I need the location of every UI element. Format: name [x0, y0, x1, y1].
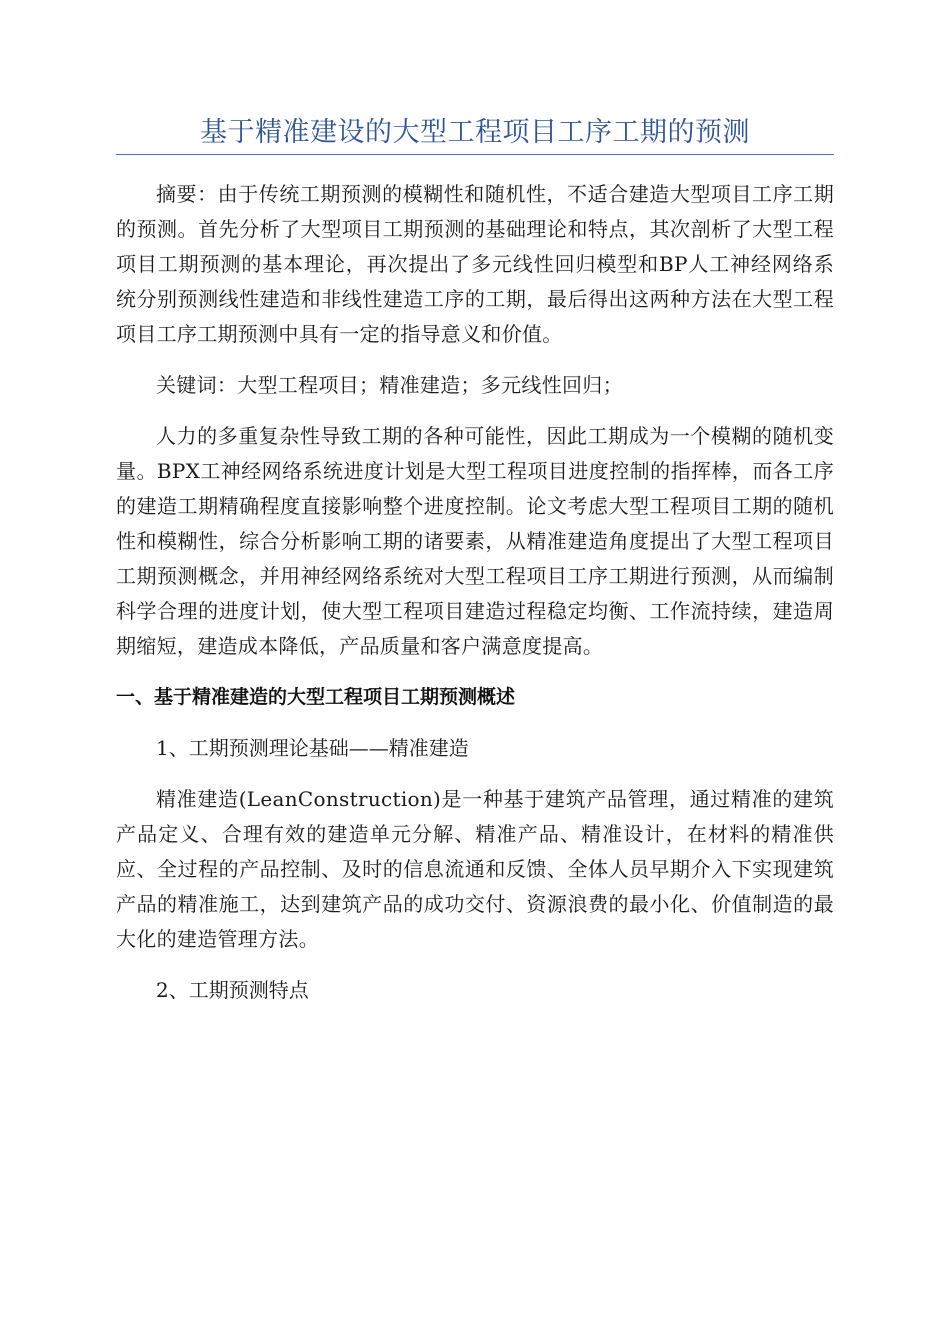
section-heading-1: 一、基于精准建造的大型工程项目工期预测概述 — [116, 686, 516, 708]
keywords-paragraph: 关键词：大型工程项目；精准建造；多元线性回归； — [156, 373, 623, 397]
title-underline — [116, 154, 834, 155]
document-title: 基于精准建设的大型工程项目工序工期的预测 — [200, 117, 750, 148]
intro-paragraph: 人力的多重复杂性导致工期的各种可能性，因此工期成为一个模糊的随机变量。BPX工神经网络系统进度计划是大型工程项目进度控制的指挥棒，而各工序的建造工期精确程度直接影响整个进度控制。论文考虑大型工程项目工期的随机性和模糊性，综合分析影响工期的诸要素，从精准建造角度提出了大型工程项目工期预测概念，并用神经网络系统对大型工程项目工序工期进行预测，从而编制科学合理的进度计划，使大型工程项目建造过程稳定均衡、工作流持续，建造周期缩短，建造成本降低，产品质量和客户满意度提高。 — [116, 424, 834, 658]
subsection-heading-1: 1、工期预测理论基础——精准建造 — [156, 736, 469, 760]
subsection-1-body: 精准建造(LeanConstruction)是一种基于建筑产品管理，通过精准的建筑产品定义、合理有效的建造单元分解、精准产品、精准设计，在材料的精准供应、全过程的产品控制、及时的信息流通和反馈、全体人员早期介入下实现建筑产品的精准施工，达到建筑产品的成功交付、资源浪费的最小化、价值制造的最大化的建造管理方法。 — [116, 787, 834, 951]
abstract-paragraph: 摘要：由于传统工期预测的模糊性和随机性，不适合建造大型项目工序工期的预测。首先分析了大型项目工期预测的基础理论和特点，其次剖析了大型工程项目工期预测的基本理论，再次提出了多元线性回归模型和BP人工神经网络系统分别预测线性建造和非线性建造工序的工期，最后得出这两种方法在大型工程项目工序工期预测中具有一定的指导意义和价值。 — [116, 182, 834, 346]
document-page — [116, 112, 834, 1024]
subsection-heading-2: 2、工期预测特点 — [156, 978, 309, 1002]
